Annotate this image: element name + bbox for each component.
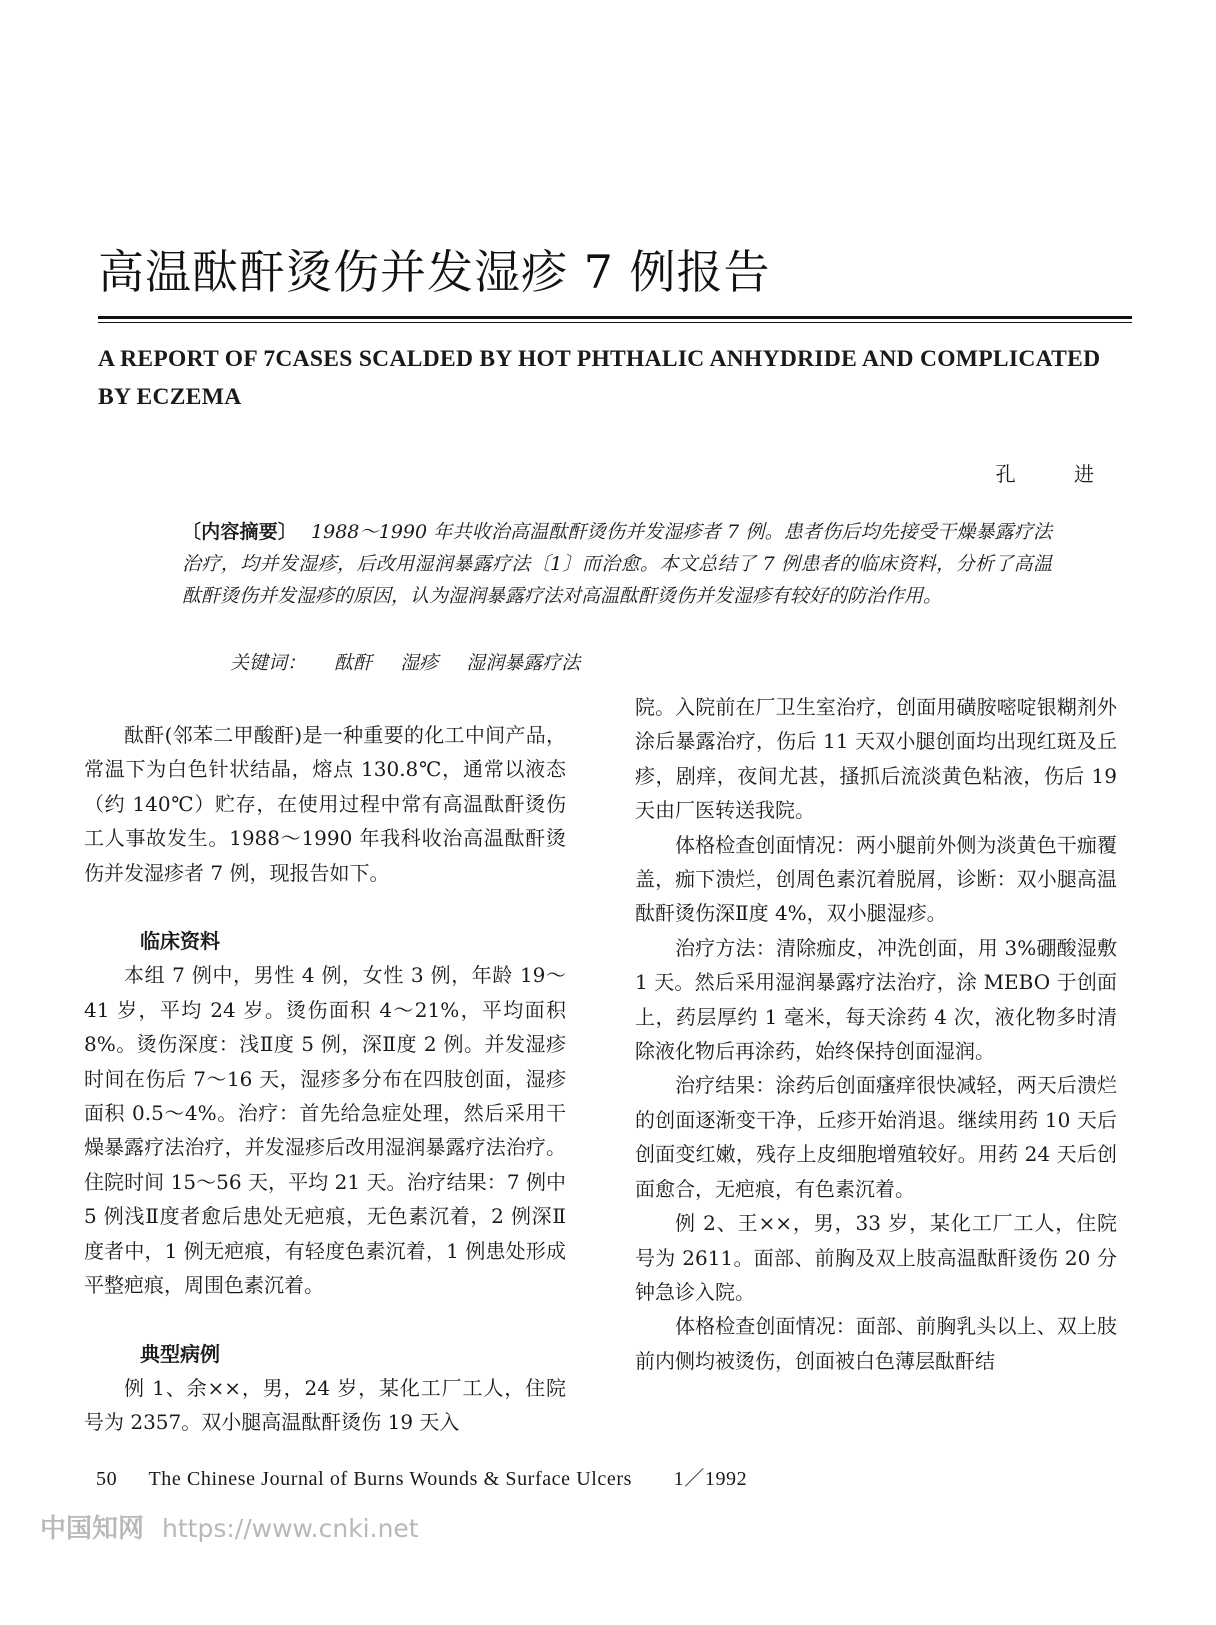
watermark-url: https://www.cnki.net bbox=[162, 1514, 419, 1543]
keywords-label: 关键词： bbox=[230, 652, 307, 674]
watermark-brand: 中国知网 bbox=[40, 1514, 145, 1544]
journal-name: The Chinese Journal of Burns Wounds & Surface Ulcers bbox=[148, 1468, 633, 1490]
exam2-paragraph: 体格检查创面情况：面部、前胸乳头以上、双上肢前内侧均被烫伤，创面被白色薄层酞酐结 bbox=[635, 1314, 1117, 1373]
title-rule-thin bbox=[98, 322, 1132, 323]
left-column bbox=[84, 718, 566, 1440]
clinical-paragraph: 本组 7 例中，男性 4 例，女性 3 例，年龄 19～41 岁，平均 24 岁。烫伤面积 4～21%，平均面积 8%。烫伤深度：浅Ⅱ度 5 例，深Ⅱ度 2 例。并发湿疹时间在伤后 7～16 天，湿疹多分布在四肢创面，湿疹面积 0.5～4%。治疗：首先给急症处理，然后采用干燥暴露疗法治疗，并发湿疹后改用湿润暴露疗法治疗。住院时间 15～56 天，平均 21 天。治疗结果：7 例中 5 例浅Ⅱ度者愈后患处无疤痕，无色素沉着，2 例深Ⅱ度者中，1 例无疤痕，有轻度色素沉着，1 例患处形成平整疤痕，周围色素沉着。 bbox=[84, 963, 566, 1298]
journal-issue: 1／1992 bbox=[673, 1468, 748, 1490]
exam1-paragraph: 体格检查创面情况：两小腿前外侧为淡黄色干痂覆盖，痂下溃烂，创周色素沉着脱屑，诊断：双小腿高温酞酐烫伤深Ⅱ度 4%，双小腿湿疹。 bbox=[635, 832, 1117, 926]
cnki-watermark bbox=[40, 1508, 419, 1545]
page-footer bbox=[96, 1462, 747, 1491]
author-name: 孔 进 bbox=[995, 462, 1120, 486]
abstract-label: 〔内容摘要〕 bbox=[182, 521, 298, 543]
treatment1-paragraph: 治疗方法：清除痂皮，冲洗创面，用 3%硼酸湿敷 1 天。然后采用湿润暴露疗法治疗，涂 MEBO 于创面上，药层厚约 1 毫米，每天涂药 4 次，液化物多时清除液化物后再涂药，始终保持创面湿润。 bbox=[635, 935, 1117, 1064]
keywords bbox=[230, 648, 602, 675]
keyword-item: 湿润暴露疗法 bbox=[466, 652, 581, 674]
right-column bbox=[635, 690, 1117, 1378]
section-heading-cases: 典型病例 bbox=[140, 1341, 220, 1366]
title-rule-thick bbox=[98, 316, 1132, 319]
abstract bbox=[182, 516, 1052, 612]
intro-paragraph: 酞酐(邻苯二甲酸酐)是一种重要的化工中间产品，常温下为白色针状结晶，熔点 130.8℃，通常以液态（约 140℃）贮存，在使用过程中常有高温酞酐烫伤工人事故发生。1988～1990 年我科收治高温酞酐烫伤并发湿疹者 7 例，现报告如下。 bbox=[84, 723, 566, 885]
result1-paragraph: 治疗结果：涂药后创面瘙痒很快减轻，两天后溃烂的创面逐渐变干净，丘疹开始消退。继续用药 10 天后创面变红嫩，残存上皮细胞增殖较好。用药 24 天后创面愈合，无疤痕，有色素沉着。 bbox=[635, 1073, 1117, 1201]
page-number: 50 bbox=[96, 1468, 118, 1490]
case2-paragraph: 例 2、王××，男，33 岁，某化工厂工人，住院号为 2611。面部、前胸及双上肢高温酞酐烫伤 20 分钟急诊入院。 bbox=[635, 1211, 1117, 1304]
keyword-item: 酞酐 bbox=[334, 652, 373, 674]
section-heading-clinical: 临床资料 bbox=[140, 929, 220, 954]
case1-continued: 院。入院前在厂卫生室治疗，创面用磺胺嘧啶银糊剂外涂后暴露治疗，伤后 11 天双小腿创面均出现红斑及丘疹，剧痒，夜间尤甚，搔抓后流淡黄色粘液，伤后 19 天由厂医转送我院。 bbox=[635, 695, 1117, 823]
case1-paragraph: 例 1、余××，男，24 岁，某化工厂工人，住院号为 2357。双小腿高温酞酐烫伤 19 天入 bbox=[84, 1375, 566, 1435]
abstract-text: 1988～1990 年共收治高温酞酐烫伤并发湿疹者 7 例。患者伤后均先接受干燥暴露疗法治疗，均并发湿疹，后改用湿润暴露疗法〔1〕而治愈。本文总结了 7 例患者的临床资料，分析了高温酞酐烫伤并发湿疹的原因，认为湿润暴露疗法对高温酞酐烫伤并发湿疹有较好的防治作用。 bbox=[182, 521, 1052, 607]
keyword-item: 湿疹 bbox=[400, 652, 439, 674]
article-title-chinese: 高温酞酐烫伤并发湿疹 7 例报告 bbox=[98, 245, 771, 299]
article-title-english: A REPORT OF 7CASES SCALDED BY HOT PHTHALIC ANHYDRIDE AND COMPLICATED BY ECZEMA bbox=[98, 346, 1101, 410]
